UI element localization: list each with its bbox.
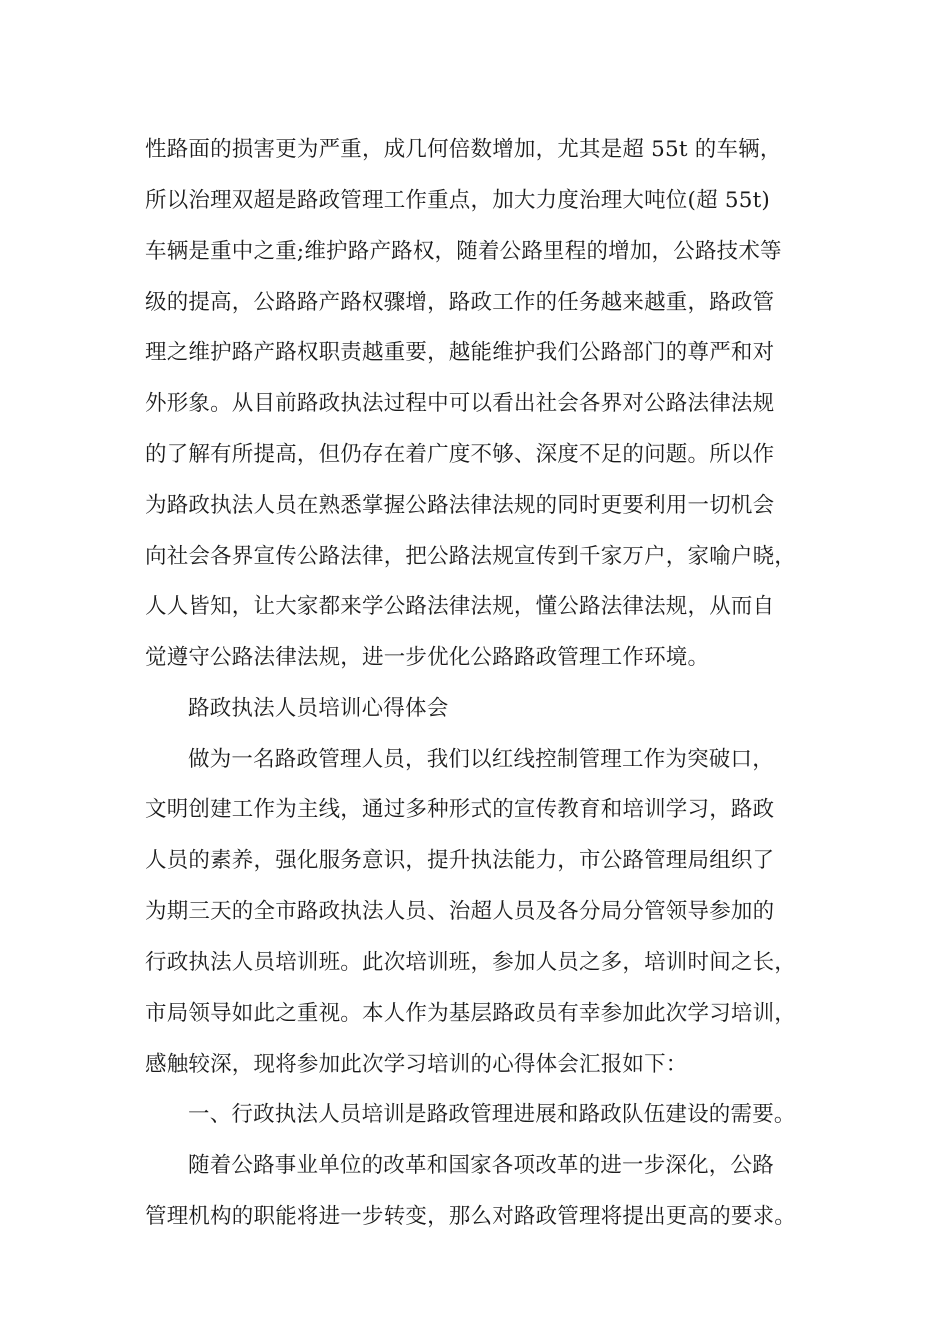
text-line-17: 行政执法人员培训班。此次培训班，参加人员之多，培训时间之长， (145, 950, 797, 975)
text-line-22: 管理机构的职能将进一步转变，那么对路政管理将提出更高的要求。 (145, 1204, 797, 1229)
text-line-15: 人员的素养，强化服务意识，提升执法能力，市公路管理局组织了 (145, 848, 775, 873)
text-line-10: 人人皆知，让大家都来学公路法律法规，懂公路法律法规，从而自 (145, 594, 775, 619)
section-heading: 路政执法人员培训心得体会 (188, 696, 449, 721)
text-line-8: 为路政执法人员在熟悉掌握公路法律法规的同时更要利用一切机会 (145, 493, 775, 518)
text-line-6: 外形象。从目前路政执法过程中可以看出社会各界对公路法律法规 (145, 391, 775, 416)
text-line-2: 所以治理双超是路政管理工作重点，加大力度治理大吨位(超 55t) (145, 188, 771, 213)
text-line-14: 文明创建工作为主线，通过多种形式的宣传教育和培训学习，路政 (145, 797, 775, 822)
text-line-9: 向社会各界宣传公路法律，把公路法规宣传到千家万户，家喻户晓， (145, 544, 797, 569)
text-line-19: 感触较深，现将参加此次学习培训的心得体会汇报如下： (145, 1052, 688, 1077)
text-line-13: 做为一名路政管理人员，我们以红线控制管理工作为突破口， (188, 747, 774, 772)
text-line-16: 为期三天的全市路政执法人员、治超人员及各分局分管领导参加的 (145, 899, 775, 924)
text-line-11: 觉遵守公路法律法规，进一步优化公路路政管理工作环境。 (145, 645, 710, 670)
text-line-7: 的了解有所提高，但仍存在着广度不够、深度不足的问题。所以作 (145, 442, 775, 467)
text-line-1: 性路面的损害更为严重，成几何倍数增加，尤其是超 55t 的车辆， (145, 137, 782, 162)
text-line-21: 随着公路事业单位的改革和国家各项改革的进一步深化，公路 (188, 1153, 774, 1178)
text-line-4: 级的提高，公路路产路权骤增，路政工作的任务越来越重，路政管 (145, 290, 775, 315)
text-line-18: 市局领导如此之重视。本人作为基层路政员有幸参加此次学习培训， (145, 1001, 797, 1026)
text-line-5: 理之维护路产路权职责越重要，越能维护我们公路部门的尊严和对 (145, 340, 775, 365)
text-line-3: 车辆是重中之重;维护路产路权，随着公路里程的增加，公路技术等 (145, 239, 782, 264)
text-line-20: 一、行政执法人员培训是路政管理进展和路政队伍建设的需要。 (188, 1102, 796, 1127)
